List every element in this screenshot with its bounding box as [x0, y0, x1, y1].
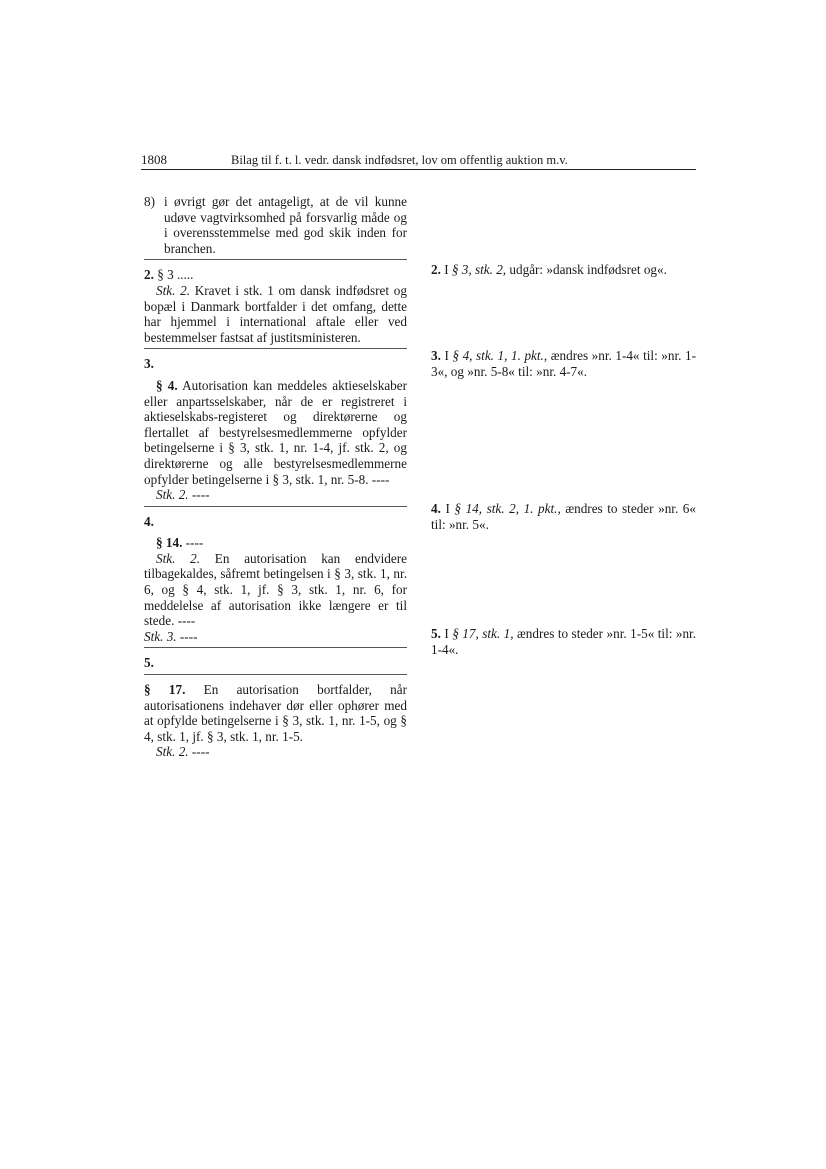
- amendment-text: ændres to steder »nr. 6« til: »nr. 5«.: [431, 501, 696, 532]
- stk-label: Stk. 2.: [156, 550, 201, 566]
- page-header: [141, 152, 696, 170]
- stk-text: ----: [191, 487, 210, 503]
- stk-text: ----: [191, 744, 210, 760]
- amendment-ref: § 4, stk. 1, 1. pkt.,: [452, 348, 548, 363]
- amendment-4: [431, 501, 696, 532]
- paragraph-text: ----: [185, 535, 204, 551]
- amendment-prefix: I: [444, 626, 449, 641]
- amendment-ref: § 17, stk. 1,: [452, 626, 514, 641]
- section-number: 4.: [144, 513, 154, 529]
- stk-text: ----: [179, 628, 198, 644]
- amendment-3: [431, 348, 696, 379]
- section-ref: § 3 .....: [157, 267, 194, 283]
- section-number: 2.: [144, 267, 154, 283]
- amendment-text: ændres »nr. 1-4« til: »nr. 1-3«, og »nr. 5-8« til: »nr. 4-7«.: [431, 348, 696, 379]
- paragraph-label: § 14.: [156, 535, 183, 551]
- amendment-text: ændres to steder »nr. 1-5« til: »nr. 1-4«.: [431, 626, 697, 657]
- paragraph-label: § 17.: [144, 682, 186, 698]
- page-number: 1808: [141, 152, 167, 167]
- section-5: [144, 655, 407, 760]
- amendment-2: [431, 262, 696, 278]
- section-4: [144, 514, 407, 649]
- amendment-ref: § 3, stk. 2,: [451, 262, 507, 277]
- current-law-column: [144, 194, 407, 760]
- section-2: [144, 267, 407, 349]
- paragraph-label: § 4.: [156, 377, 178, 393]
- section-3: [144, 356, 407, 506]
- section-number: 5.: [144, 655, 154, 671]
- amendment-prefix: I: [444, 348, 449, 363]
- stk-label: Stk. 2.: [156, 282, 191, 298]
- paragraph-text: En autorisation bortfalder, når autorisationens indehaver dør eller ophører med at opfylde betingelserne i § 3, stk. 1, nr. 1-5, og § 4, stk. 1, jf. § 3, stk. 1, nr. 1-5.: [144, 682, 407, 744]
- amendment-number: 3.: [431, 348, 441, 363]
- stk-label: Stk. 2.: [156, 487, 189, 503]
- stk-label: Stk. 3.: [144, 628, 177, 644]
- list-item-text: i øvrigt gør det antageligt, at de vil kunne udøve vagtvirksomhed på forsvarlig måde og i overensstemmelse med god skik inden for branchen.: [164, 194, 407, 256]
- amendment-number: 5.: [431, 626, 441, 641]
- amendment-text: udgår: »dansk indfødsret og«.: [509, 262, 667, 277]
- amendment-prefix: I: [444, 262, 449, 277]
- paragraph-text: Autorisation kan meddeles aktieselskaber eller anpartsselskaber, når de er registreret i aktieselskabs-registeret og direktørerne og flertallet af bestyrelsesmedlemmerne opfylder betingelserne i § 3, stk. 1, nr. 1-4, jf. stk. 2, og direktørerne og alle bestyrelsesmedlemmerne opfylder betingelserne i § 3, stk. 1, nr. 5-8. ----: [144, 377, 408, 487]
- amendment-number: 4.: [431, 501, 441, 516]
- running-title: Bilag til f. t. l. vedr. dansk indfødsret, lov om offentlig auktion m.v.: [231, 153, 568, 167]
- amendment-ref: § 14, stk. 2, 1. pkt.,: [454, 501, 561, 516]
- stk-label: Stk. 2.: [156, 744, 189, 760]
- list-item-label: 8): [144, 194, 155, 209]
- section-number: 3.: [144, 356, 154, 372]
- amendment-prefix: I: [445, 501, 450, 516]
- list-item-8: [144, 194, 407, 260]
- amendment-number: 2.: [431, 262, 441, 277]
- stk-text: En autorisation kan endvidere tilbagekaldes, såfremt betingelsen i § 3, stk. 1, nr. 6, og § 4, stk. 1, jf. § 3, stk. 1, nr. 6, for meddelelse af autorisation ikke længere er til stede. ----: [144, 550, 407, 629]
- stk-text: Kravet i stk. 1 om dansk indfødsret og bopæl i Danmark bortfalder i det omfang, dette har hjemmel i international aftale eller ved bestemmelser fastsat af justitsministeren.: [144, 282, 407, 345]
- amendment-5: [431, 626, 696, 657]
